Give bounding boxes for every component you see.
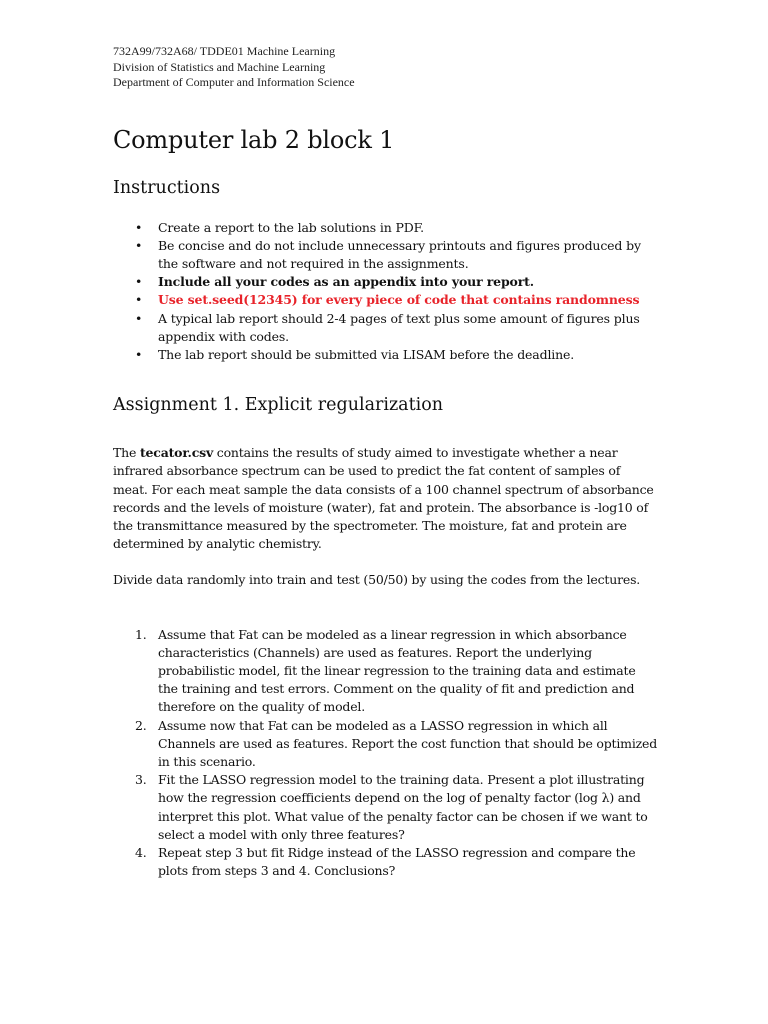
bullet-icon: • [135,237,143,253]
list-item [113,717,658,772]
list-item-text: Create a report to the lab solutions in PDF. [158,219,425,235]
list-item-text: Be concise and do not include unnecessary printouts and figures produced by the software and not required in the assignments. [158,237,641,271]
list-item [113,273,658,291]
bullet-icon: • [135,292,143,308]
list-item [113,291,658,309]
intro-body: contains the results of study aimed to investigate whether a near infrared absorbance spectrum can be used to predict the fat content of samples of meat. For each meat sample the data consists of a 100 channel spectrum of absorbance records and the levels of moisture (water), fat and protein. The absorbance is -log10 of the transmittance measured by the spectrometer. The moisture, fat and protein are determined by analytic chemistry. [113,445,654,552]
task-text: Assume now that Fat can be modeled as a LASSO regression in which all Channels are used as features. Report the cost function that should be optimized in this scenario. [158,717,657,769]
task-number: 2. [135,717,147,733]
list-item [113,844,658,880]
data-split-paragraph: Divide data randomly into train and test (50/50) by using the codes from the lectures. [113,572,641,588]
bullet-icon: • [135,219,143,235]
department-line: Department of Computer and Information Science [113,75,355,89]
page-title: Computer lab 2 block 1 [113,125,395,154]
list-item-text: The lab report should be submitted via LISAM before the deadline. [158,346,575,362]
instructions-list [113,219,658,365]
list-item [113,310,658,346]
list-item-text: A typical lab report should 2-4 pages of text plus some amount of figures plus appendix with codes. [158,310,640,344]
task-number: 3. [135,772,147,788]
list-item [113,626,658,717]
task-number: 4. [135,844,147,860]
intro-prefix: The [113,445,140,461]
assignment-intro-paragraph [113,444,658,553]
dataset-filename: tecator.csv [139,445,214,461]
task-text: Assume that Fat can be modeled as a linear regression in which absorbance characteristics (Channels) are used as features. Report the underlying probabilistic model, fit the linear regression to the training data and estimate the training and test errors. Comment on the quality of fit and prediction and therefore on the quality of model. [158,626,636,715]
course-code-line: 732A99/732A68/ TDDE01 Machine Learning [113,44,336,58]
task-text: Repeat step 3 but fit Ridge instead of the LASSO regression and compare the plots from steps 3 and 4. Conclusions? [158,844,636,879]
assignment-heading: Assignment 1. Explicit regularization [113,395,444,416]
list-item [113,237,658,273]
list-item [113,771,658,844]
instructions-heading: Instructions [113,177,221,198]
division-line: Division of Statistics and Machine Learning [113,59,326,74]
bullet-icon: • [135,346,143,362]
task-list [113,626,658,881]
list-item-text: Include all your codes as an appendix into your report. [158,274,534,290]
bullet-icon: • [135,274,143,290]
list-item [113,219,658,237]
document-page [113,44,658,880]
list-item-text: Use set.seed(12345) for every piece of code that contains randomness [158,292,640,308]
task-number: 1. [135,626,147,642]
bullet-icon: • [135,310,143,326]
course-header [113,44,658,91]
list-item [113,346,658,364]
task-text: Fit the LASSO regression model to the training data. Present a plot illustrating how the regression coefficients depend on the log of penalty factor (log λ) and interpret this plot. What value of the penalty factor can be chosen if we want to select a model with only three features? [158,772,648,842]
